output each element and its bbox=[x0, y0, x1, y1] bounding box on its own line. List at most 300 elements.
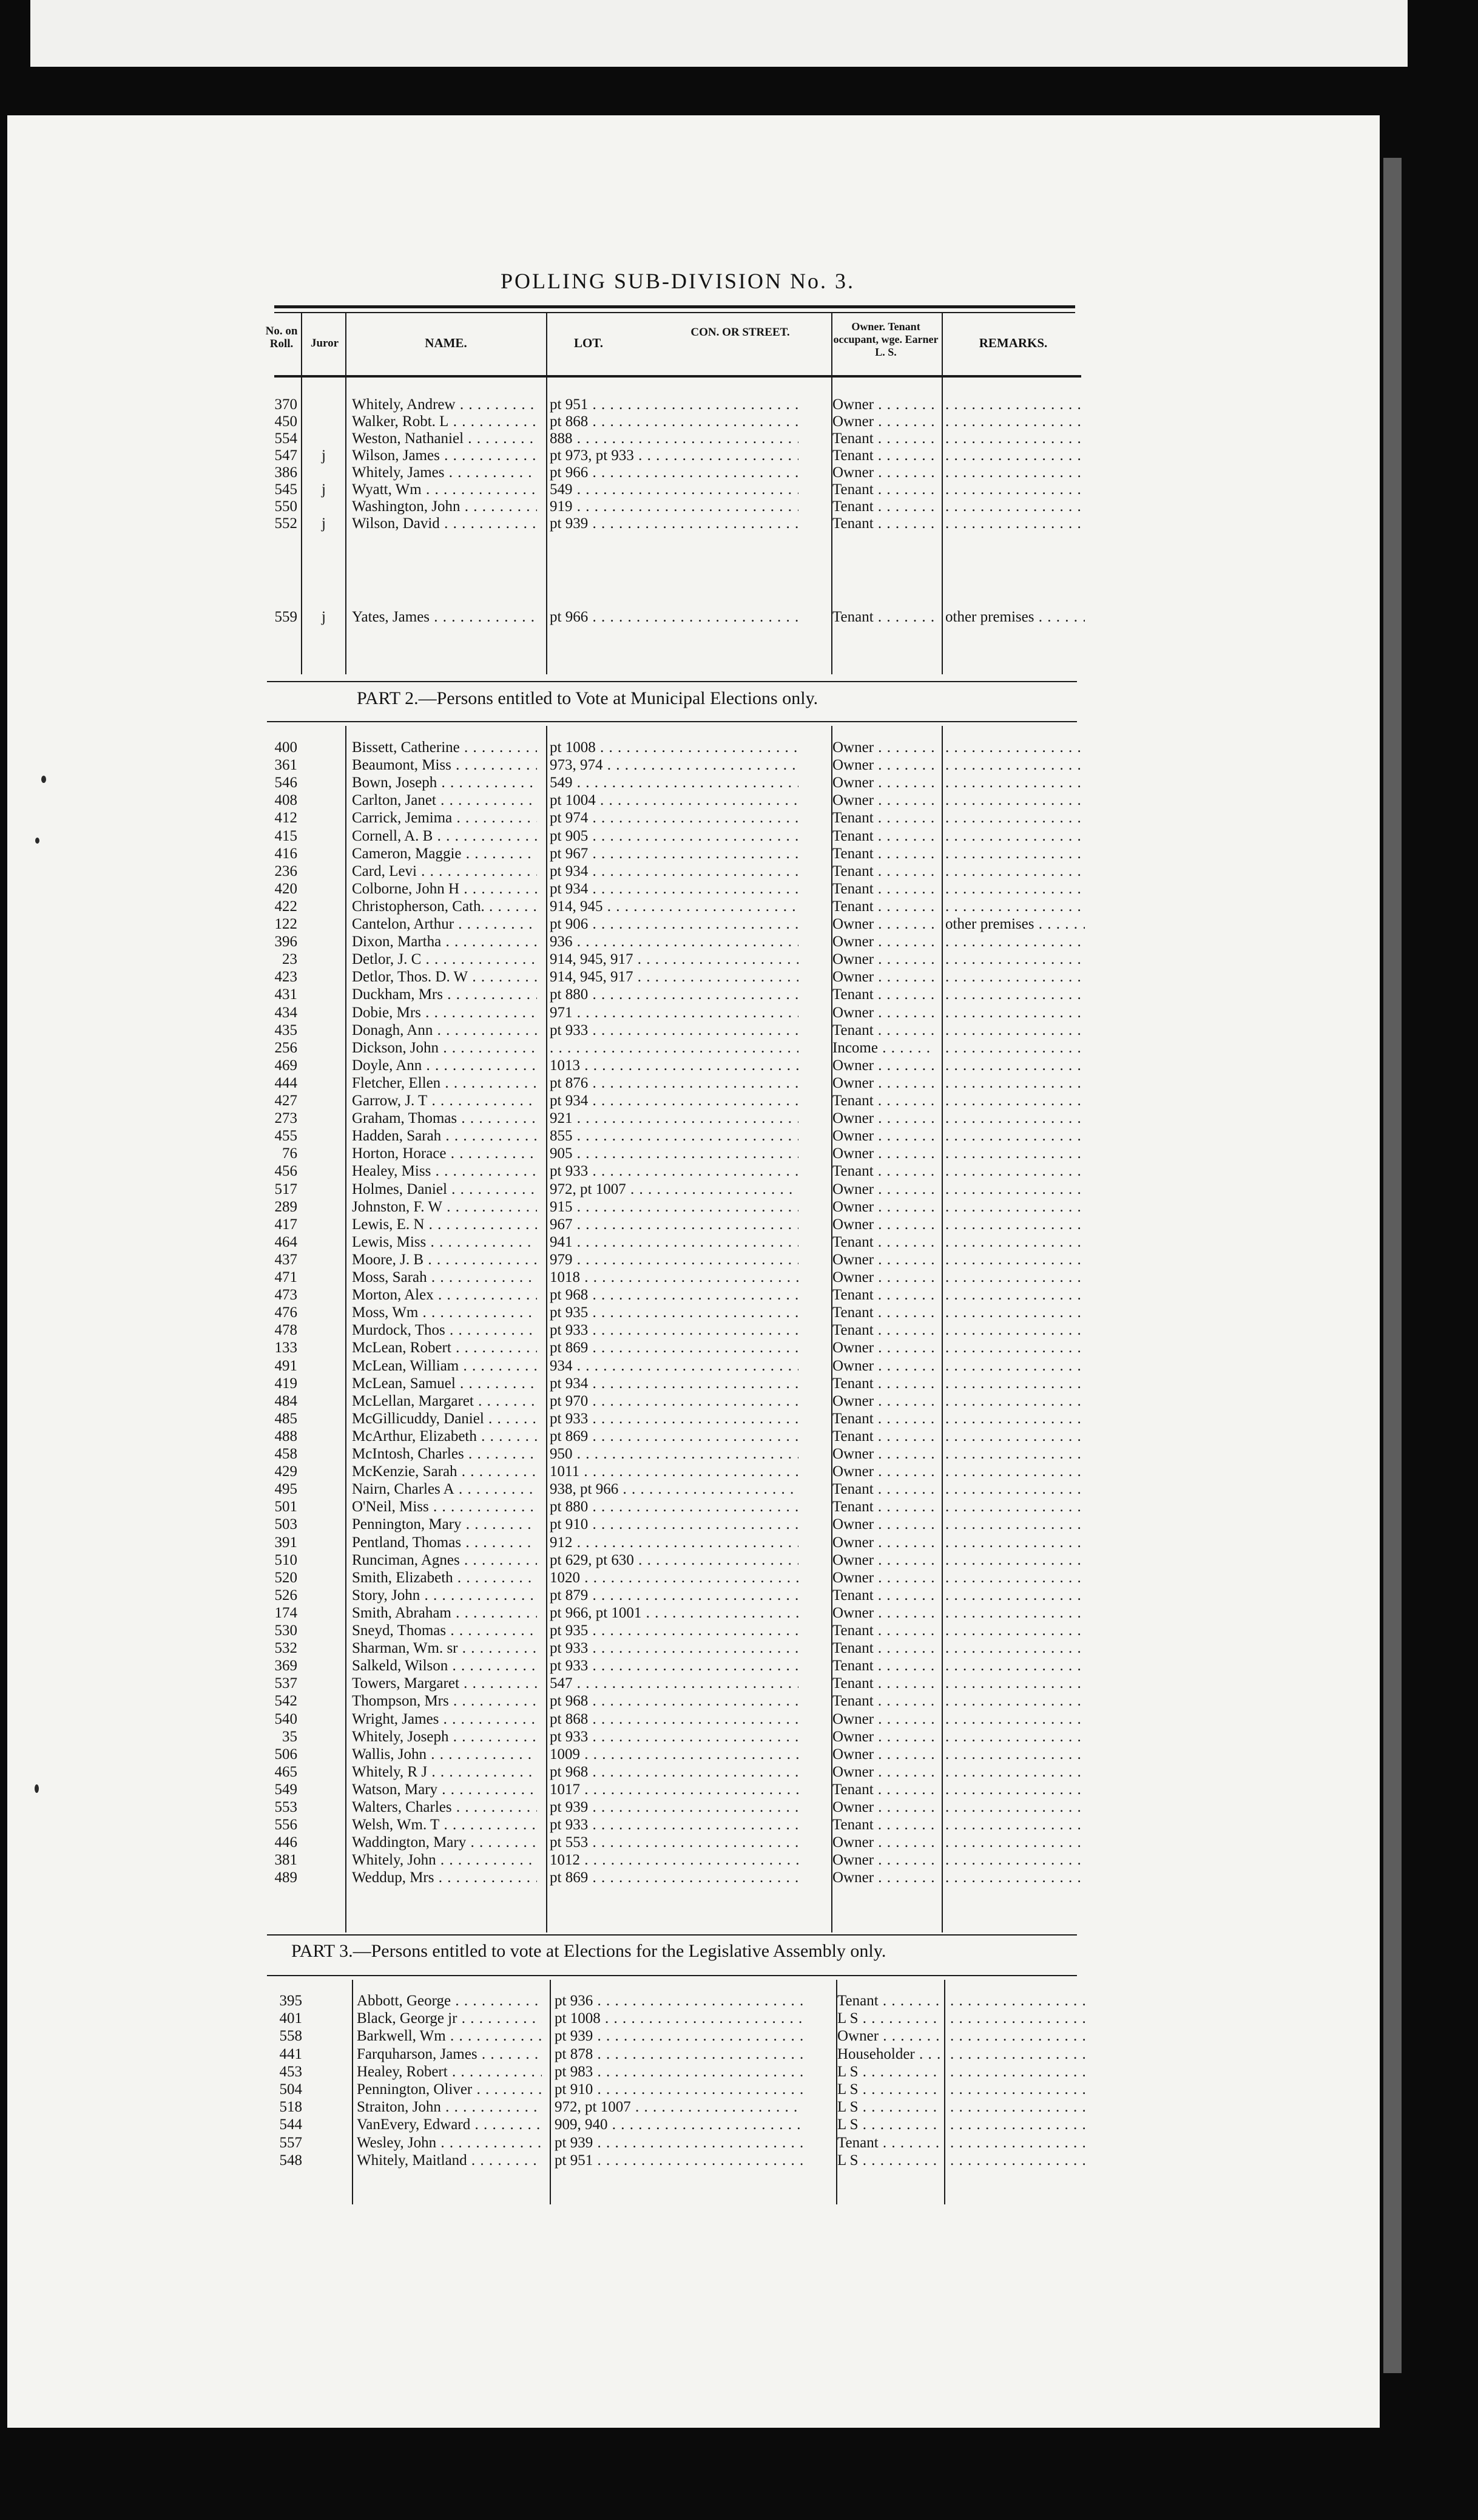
voter-name: Card, Levi . . . bbox=[352, 863, 537, 880]
remarks bbox=[945, 792, 1085, 809]
occupancy-status: Owner . . . bbox=[832, 1834, 936, 1851]
table-row bbox=[267, 447, 1080, 464]
lot-number: pt 974 . . . bbox=[550, 810, 798, 827]
voter-name: Detlor, J. C . . . bbox=[352, 951, 537, 968]
lot-number: pt 939 . . . bbox=[550, 1799, 798, 1816]
remarks bbox=[945, 1499, 1085, 1516]
table-row bbox=[272, 2028, 1085, 2045]
table-row bbox=[267, 1534, 1080, 1551]
roll-number: 552 bbox=[274, 515, 297, 532]
voter-name: Horton, Horace . . . bbox=[352, 1145, 537, 1162]
occupancy-status: Owner . . . bbox=[832, 1746, 936, 1763]
occupancy-status: Tenant . . . bbox=[832, 1640, 936, 1657]
roll-number: 122 bbox=[274, 916, 297, 932]
table-row bbox=[267, 1287, 1080, 1304]
voter-name: Weddup, Mrs . . . bbox=[352, 1869, 537, 1886]
roll-number: 518 bbox=[279, 2099, 302, 2115]
voter-name: Detlor, Thos. D. W . . . bbox=[352, 969, 537, 986]
roll-number: 550 bbox=[274, 498, 297, 515]
occupancy-status: Tenant . . . bbox=[832, 1675, 936, 1692]
roll-number: 427 bbox=[274, 1092, 297, 1109]
roll-number: 491 bbox=[274, 1358, 297, 1374]
roll-number: 517 bbox=[274, 1181, 297, 1197]
voter-name: Moss, Sarah . . . bbox=[352, 1269, 537, 1286]
occupancy-status: Owner . . . bbox=[832, 1869, 936, 1886]
remarks bbox=[945, 1746, 1085, 1763]
roll-number: 484 bbox=[274, 1393, 297, 1409]
voter-name: Holmes, Daniel . . . bbox=[352, 1181, 537, 1198]
table-row bbox=[267, 498, 1080, 515]
occupancy-status: Owner . . . bbox=[832, 1340, 936, 1357]
occupancy-status: Tenant . . . bbox=[832, 1411, 936, 1428]
table-row bbox=[267, 1057, 1080, 1074]
lot-number: 915 . . . bbox=[550, 1199, 798, 1216]
table-row bbox=[272, 2099, 1085, 2116]
lot-number: pt 967 . . . bbox=[550, 845, 798, 862]
voter-name: Lewis, Miss . . . bbox=[352, 1234, 537, 1251]
table-row bbox=[267, 1552, 1080, 1569]
remarks bbox=[945, 863, 1085, 880]
lot-number: 973, 974 . . . bbox=[550, 757, 798, 774]
lot-number: pt 939 . . . bbox=[555, 2135, 803, 2152]
table-row bbox=[267, 863, 1080, 880]
remarks bbox=[945, 1463, 1085, 1480]
lot-number: 905 . . . bbox=[550, 1145, 798, 1162]
voter-name: Carlton, Janet . . . bbox=[352, 792, 537, 809]
table-row bbox=[267, 774, 1080, 791]
voter-name: Johnston, F. W . . . bbox=[352, 1199, 537, 1216]
remarks bbox=[945, 515, 1085, 532]
table-row bbox=[267, 1199, 1080, 1216]
roll-number: 412 bbox=[274, 810, 297, 826]
voter-name: Bown, Joseph . . . bbox=[352, 774, 537, 791]
table-row bbox=[267, 933, 1080, 950]
juror-mark: j bbox=[322, 515, 326, 532]
occupancy-status: Tenant . . . bbox=[832, 1622, 936, 1639]
remarks bbox=[945, 430, 1085, 447]
roll-number: 256 bbox=[274, 1040, 297, 1056]
lot-number: 950 . . . bbox=[550, 1446, 798, 1463]
occupancy-status: Owner . . . bbox=[832, 1004, 936, 1021]
table-row bbox=[267, 1746, 1080, 1763]
voter-name: Whitely, John . . . bbox=[352, 1852, 537, 1869]
lot-number: pt 868 . . . bbox=[550, 413, 798, 430]
occupancy-status: Tenant . . . bbox=[832, 1322, 936, 1339]
voter-name: Whitely, Andrew . . . bbox=[352, 396, 537, 413]
occupancy-status: Tenant . . . bbox=[832, 1375, 936, 1392]
roll-number: 35 bbox=[282, 1729, 297, 1745]
header-name: NAME. bbox=[425, 336, 467, 350]
table-row bbox=[267, 430, 1080, 447]
voter-name: Graham, Thomas . . . bbox=[352, 1110, 537, 1127]
remarks bbox=[945, 1552, 1085, 1569]
table-row bbox=[267, 1622, 1080, 1639]
lot-number: pt 869 . . . bbox=[550, 1428, 798, 1445]
remarks bbox=[950, 2046, 1090, 2063]
roll-number: 455 bbox=[274, 1128, 297, 1144]
roll-number: 236 bbox=[274, 863, 297, 879]
remarks bbox=[945, 1711, 1085, 1728]
table-row bbox=[267, 1304, 1080, 1321]
remarks bbox=[950, 2152, 1090, 2169]
roll-number: 417 bbox=[274, 1216, 297, 1233]
occupancy-status: Owner . . . bbox=[832, 413, 936, 430]
roll-number: 401 bbox=[279, 2010, 302, 2027]
table-row bbox=[267, 1781, 1080, 1798]
voter-name: McKenzie, Sarah . . . bbox=[352, 1463, 537, 1480]
roll-number: 473 bbox=[274, 1287, 297, 1303]
table-row bbox=[267, 1570, 1080, 1587]
remarks bbox=[945, 969, 1085, 986]
table-row bbox=[267, 1658, 1080, 1675]
remarks bbox=[945, 1234, 1085, 1251]
table-row bbox=[267, 396, 1080, 413]
roll-number: 553 bbox=[274, 1799, 297, 1815]
roll-number: 370 bbox=[274, 396, 297, 413]
lot-number: pt 970 . . . bbox=[550, 1393, 798, 1410]
lot-number: 1017 . . . bbox=[550, 1781, 798, 1798]
occupancy-status: Tenant . . . bbox=[832, 1481, 936, 1498]
lot-number: 972, pt 1007 . . . bbox=[550, 1181, 798, 1198]
roll-number: 446 bbox=[274, 1834, 297, 1851]
table-row bbox=[267, 757, 1080, 774]
lot-number: 888 . . . bbox=[550, 430, 798, 447]
occupancy-status: Tenant . . . bbox=[832, 1817, 936, 1834]
roll-number: 532 bbox=[274, 1640, 297, 1656]
voter-name: Thompson, Mrs . . . bbox=[352, 1693, 537, 1710]
table-row bbox=[267, 1145, 1080, 1162]
roll-number: 548 bbox=[279, 2152, 302, 2169]
occupancy-status: Tenant . . . bbox=[832, 810, 936, 827]
roll-number: 540 bbox=[274, 1711, 297, 1727]
voter-name: McLellan, Margaret . . . bbox=[352, 1393, 537, 1410]
roll-number: 429 bbox=[274, 1463, 297, 1480]
lot-number: 855 . . . bbox=[550, 1128, 798, 1145]
occupancy-status: Owner . . . bbox=[832, 1358, 936, 1375]
occupancy-status: Tenant . . . bbox=[832, 1587, 936, 1604]
table-row bbox=[267, 1234, 1080, 1251]
occupancy-status: Owner . . . bbox=[832, 1128, 936, 1145]
lot-number: pt 939 . . . bbox=[550, 515, 798, 532]
lot-number: pt 951 . . . bbox=[550, 396, 798, 413]
lot-number: 921 . . . bbox=[550, 1110, 798, 1127]
remarks bbox=[945, 845, 1085, 862]
roll-number: 530 bbox=[274, 1622, 297, 1639]
roll-number: 133 bbox=[274, 1340, 297, 1356]
occupancy-status: Owner . . . bbox=[832, 1181, 936, 1198]
voter-name: Abbott, George . . . bbox=[357, 1993, 542, 2010]
occupancy-status: L S . . . bbox=[837, 2064, 940, 2081]
table-row bbox=[267, 1375, 1080, 1392]
occupancy-status: Owner . . . bbox=[832, 1852, 936, 1869]
voter-name: Cantelon, Arthur . . . bbox=[352, 916, 537, 933]
remarks bbox=[945, 1622, 1085, 1639]
roll-number: 408 bbox=[274, 792, 297, 808]
voter-name: Whitely, Maitland . . . bbox=[357, 2152, 542, 2169]
table-row bbox=[267, 1110, 1080, 1127]
voter-name: McArthur, Elizabeth . . . bbox=[352, 1428, 537, 1445]
table-row bbox=[267, 1075, 1080, 1092]
voter-name: Wesley, John . . . bbox=[357, 2135, 542, 2152]
table-row bbox=[267, 792, 1080, 809]
lot-number: pt 876 . . . bbox=[550, 1075, 798, 1092]
header-lot: LOT. bbox=[573, 336, 604, 350]
occupancy-status: Owner . . . bbox=[832, 1552, 936, 1569]
lot-number: pt 968 . . . bbox=[550, 1764, 798, 1781]
remarks bbox=[945, 1675, 1085, 1692]
lot-number: pt 966, pt 1001 . . . bbox=[550, 1605, 798, 1622]
roll-number: 556 bbox=[274, 1817, 297, 1833]
voter-name: Murdock, Thos . . . bbox=[352, 1322, 537, 1339]
remarks bbox=[945, 1446, 1085, 1463]
lot-number: 938, pt 966 . . . bbox=[550, 1481, 798, 1498]
voter-name: Smith, Abraham . . . bbox=[352, 1605, 537, 1622]
lot-number: pt 905 . . . bbox=[550, 828, 798, 845]
table-row bbox=[267, 1675, 1080, 1692]
lot-number: pt 968 . . . bbox=[550, 1287, 798, 1304]
table-row bbox=[267, 1587, 1080, 1604]
table-row bbox=[267, 1799, 1080, 1816]
voter-name: Runciman, Agnes . . . bbox=[352, 1552, 537, 1569]
voter-name: Duckham, Mrs . . . bbox=[352, 986, 537, 1003]
remarks bbox=[945, 1057, 1085, 1074]
lot-number: 1011 . . . bbox=[550, 1463, 798, 1480]
roll-number: 76 bbox=[282, 1145, 297, 1162]
table-row bbox=[267, 1004, 1080, 1021]
occupancy-status: Tenant . . . bbox=[832, 1304, 936, 1321]
roll-number: 391 bbox=[274, 1534, 297, 1551]
occupancy-status: Tenant . . . bbox=[832, 1163, 936, 1180]
table-row bbox=[272, 2010, 1085, 2027]
occupancy-status: Owner . . . bbox=[832, 739, 936, 756]
roll-number: 504 bbox=[279, 2081, 302, 2098]
table-row bbox=[267, 845, 1080, 862]
voter-name: Carrick, Jemima . . . bbox=[352, 810, 537, 827]
scan-speck bbox=[41, 776, 46, 783]
remarks bbox=[950, 2099, 1090, 2116]
voter-name: Sharman, Wm. sr . . . bbox=[352, 1640, 537, 1657]
lot-number: pt 939 . . . bbox=[555, 2028, 803, 2045]
roll-number: 415 bbox=[274, 828, 297, 844]
voter-name: McLean, Robert . . . bbox=[352, 1340, 537, 1357]
occupancy-status: Owner . . . bbox=[832, 774, 936, 791]
remarks bbox=[945, 1516, 1085, 1533]
table-row bbox=[267, 1499, 1080, 1516]
lot-number: 1013 . . . bbox=[550, 1057, 798, 1074]
occupancy-status: Owner . . . bbox=[832, 951, 936, 968]
voter-name: Yates, James . . . bbox=[352, 609, 537, 626]
lot-number: pt 910 . . . bbox=[555, 2081, 803, 2098]
roll-number: 558 bbox=[279, 2028, 302, 2044]
table-row bbox=[272, 2135, 1085, 2152]
remarks bbox=[945, 1640, 1085, 1657]
occupancy-status: Tenant . . . bbox=[832, 828, 936, 845]
voter-name: Whitely, R J . . . bbox=[352, 1764, 537, 1781]
roll-number: 464 bbox=[274, 1234, 297, 1250]
juror-mark: j bbox=[322, 481, 326, 498]
table-row bbox=[267, 1022, 1080, 1039]
occupancy-status: Tenant . . . bbox=[832, 1428, 936, 1445]
table-row bbox=[267, 1481, 1080, 1498]
occupancy-status: Owner . . . bbox=[832, 1534, 936, 1551]
remarks bbox=[945, 1287, 1085, 1304]
table-row bbox=[272, 2046, 1085, 2063]
occupancy-status: Owner . . . bbox=[832, 1729, 936, 1746]
voter-name: Wilson, James . . . bbox=[352, 447, 537, 464]
occupancy-status: Tenant . . . bbox=[832, 898, 936, 915]
table-row bbox=[272, 2081, 1085, 2098]
remarks: other premises . . . bbox=[945, 609, 1085, 626]
voter-name: Garrow, J. T . . . bbox=[352, 1092, 537, 1109]
occupancy-status: Tenant . . . bbox=[832, 1658, 936, 1675]
remarks bbox=[945, 1587, 1085, 1604]
lot-number: pt 935 . . . bbox=[550, 1622, 798, 1639]
occupancy-status: Householder . . . bbox=[837, 2046, 940, 2063]
roll-number: 441 bbox=[279, 2046, 302, 2062]
roll-number: 544 bbox=[279, 2116, 302, 2133]
table-row bbox=[267, 1729, 1080, 1746]
occupancy-status: L S . . . bbox=[837, 2099, 940, 2116]
voter-name: Dixon, Martha . . . bbox=[352, 933, 537, 950]
lot-number: 936 . . . bbox=[550, 933, 798, 950]
voter-name: Whitely, Joseph . . . bbox=[352, 1729, 537, 1746]
occupancy-status: Owner . . . bbox=[832, 1269, 936, 1286]
lot-number: pt 933 . . . bbox=[550, 1729, 798, 1746]
voter-name: Black, George jr . . . bbox=[357, 2010, 542, 2027]
voter-name: Sneyd, Thomas . . . bbox=[352, 1622, 537, 1639]
remarks bbox=[945, 1781, 1085, 1798]
remarks bbox=[945, 1004, 1085, 1021]
remarks bbox=[945, 1834, 1085, 1851]
occupancy-status: Tenant . . . bbox=[832, 1499, 936, 1516]
voter-name: O'Neil, Miss . . . bbox=[352, 1499, 537, 1516]
remarks bbox=[950, 2116, 1090, 2133]
occupancy-status: Owner . . . bbox=[832, 396, 936, 413]
table-row bbox=[267, 1322, 1080, 1339]
table-row bbox=[267, 609, 1080, 626]
remarks bbox=[945, 1145, 1085, 1162]
roll-number: 547 bbox=[274, 447, 297, 464]
table-row bbox=[267, 1393, 1080, 1410]
remarks bbox=[950, 2064, 1090, 2081]
lot-number: pt 968 . . . bbox=[550, 1693, 798, 1710]
occupancy-status: Owner . . . bbox=[832, 1110, 936, 1127]
voter-name: Healey, Robert . . . bbox=[357, 2064, 542, 2081]
lot-number: pt 933 . . . bbox=[550, 1322, 798, 1339]
remarks bbox=[945, 1358, 1085, 1375]
table-row bbox=[267, 1269, 1080, 1286]
voter-name: Story, John . . . bbox=[352, 1587, 537, 1604]
table-row bbox=[267, 916, 1080, 933]
roll-number: 506 bbox=[274, 1746, 297, 1763]
voter-name: Welsh, Wm. T . . . bbox=[352, 1817, 537, 1834]
voter-name: Washington, John . . . bbox=[352, 498, 537, 515]
remarks bbox=[945, 1693, 1085, 1710]
voter-name: Fletcher, Ellen . . . bbox=[352, 1075, 537, 1092]
lot-number: pt 1008 . . . bbox=[550, 739, 798, 756]
occupancy-status: Owner . . . bbox=[832, 1199, 936, 1216]
remarks bbox=[945, 810, 1085, 827]
lot-number: pt 935 . . . bbox=[550, 1304, 798, 1321]
roll-number: 419 bbox=[274, 1375, 297, 1392]
lot-number: 547 . . . bbox=[550, 1675, 798, 1692]
remarks bbox=[945, 1163, 1085, 1180]
voter-name: Weston, Nathaniel . . . bbox=[352, 430, 537, 447]
occupancy-status: Owner . . . bbox=[832, 1516, 936, 1533]
lot-number: 972, pt 1007 . . . bbox=[555, 2099, 803, 2116]
lot-number: 549 . . . bbox=[550, 774, 798, 791]
header-top-rule-thin bbox=[274, 312, 1075, 313]
table-row bbox=[267, 969, 1080, 986]
voter-name: McLean, William . . . bbox=[352, 1358, 537, 1375]
remarks bbox=[945, 951, 1085, 968]
lot-number: pt 629, pt 630 . . . bbox=[550, 1552, 798, 1569]
lot-number: pt 869 . . . bbox=[550, 1340, 798, 1357]
lot-number: pt 933 . . . bbox=[550, 1411, 798, 1428]
remarks bbox=[945, 828, 1085, 845]
table-row bbox=[267, 1817, 1080, 1834]
table-row bbox=[267, 1640, 1080, 1657]
table-row bbox=[267, 1040, 1080, 1057]
roll-number: 469 bbox=[274, 1057, 297, 1074]
lot-number: 914, 945 . . . bbox=[550, 898, 798, 915]
occupancy-status: Owner . . . bbox=[832, 933, 936, 950]
roll-number: 444 bbox=[274, 1075, 297, 1091]
voter-name: Whitely, James . . . bbox=[352, 464, 537, 481]
occupancy-status: Tenant . . . bbox=[832, 986, 936, 1003]
table-row bbox=[267, 464, 1080, 481]
lot-number: pt 933 . . . bbox=[550, 1817, 798, 1834]
voter-name: Christopherson, Cath. . . . bbox=[352, 898, 537, 915]
roll-number: 471 bbox=[274, 1269, 297, 1285]
remarks bbox=[945, 1199, 1085, 1216]
lot-number: pt 933 . . . bbox=[550, 1640, 798, 1657]
roll-number: 381 bbox=[274, 1852, 297, 1868]
voter-name: Wilson, David . . . bbox=[352, 515, 537, 532]
remarks bbox=[945, 1252, 1085, 1268]
occupancy-status: L S . . . bbox=[837, 2116, 940, 2133]
remarks bbox=[945, 1181, 1085, 1198]
lot-number: pt 879 . . . bbox=[550, 1587, 798, 1604]
voter-name: Colborne, John H . . . bbox=[352, 881, 537, 898]
remarks bbox=[945, 1869, 1085, 1886]
remarks bbox=[945, 1411, 1085, 1428]
table-row bbox=[272, 1993, 1085, 2010]
table-row bbox=[267, 1852, 1080, 1869]
occupancy-status: L S . . . bbox=[837, 2081, 940, 2098]
remarks bbox=[945, 933, 1085, 950]
roll-number: 174 bbox=[274, 1605, 297, 1621]
voter-name: Walker, Robt. L . . . bbox=[352, 413, 537, 430]
voter-name: Waddington, Mary . . . bbox=[352, 1834, 537, 1851]
occupancy-status: Owner . . . bbox=[832, 1799, 936, 1816]
table-row bbox=[267, 810, 1080, 827]
lot-number: 909, 940 . . . bbox=[555, 2116, 803, 2133]
voter-name: Wallis, John . . . bbox=[352, 1746, 537, 1763]
remarks bbox=[945, 1799, 1085, 1816]
table-row bbox=[267, 1358, 1080, 1375]
roll-number: 520 bbox=[274, 1570, 297, 1586]
occupancy-status: Income . . . bbox=[832, 1040, 936, 1057]
roll-number: 557 bbox=[279, 2135, 302, 2151]
occupancy-status: Owner . . . bbox=[832, 792, 936, 809]
table-row bbox=[267, 1463, 1080, 1480]
voter-name: Watson, Mary . . . bbox=[352, 1781, 537, 1798]
table-row bbox=[267, 1340, 1080, 1357]
table-row bbox=[267, 1181, 1080, 1198]
lot-number: 549 . . . bbox=[550, 481, 798, 498]
occupancy-status: Owner . . . bbox=[837, 2028, 940, 2045]
